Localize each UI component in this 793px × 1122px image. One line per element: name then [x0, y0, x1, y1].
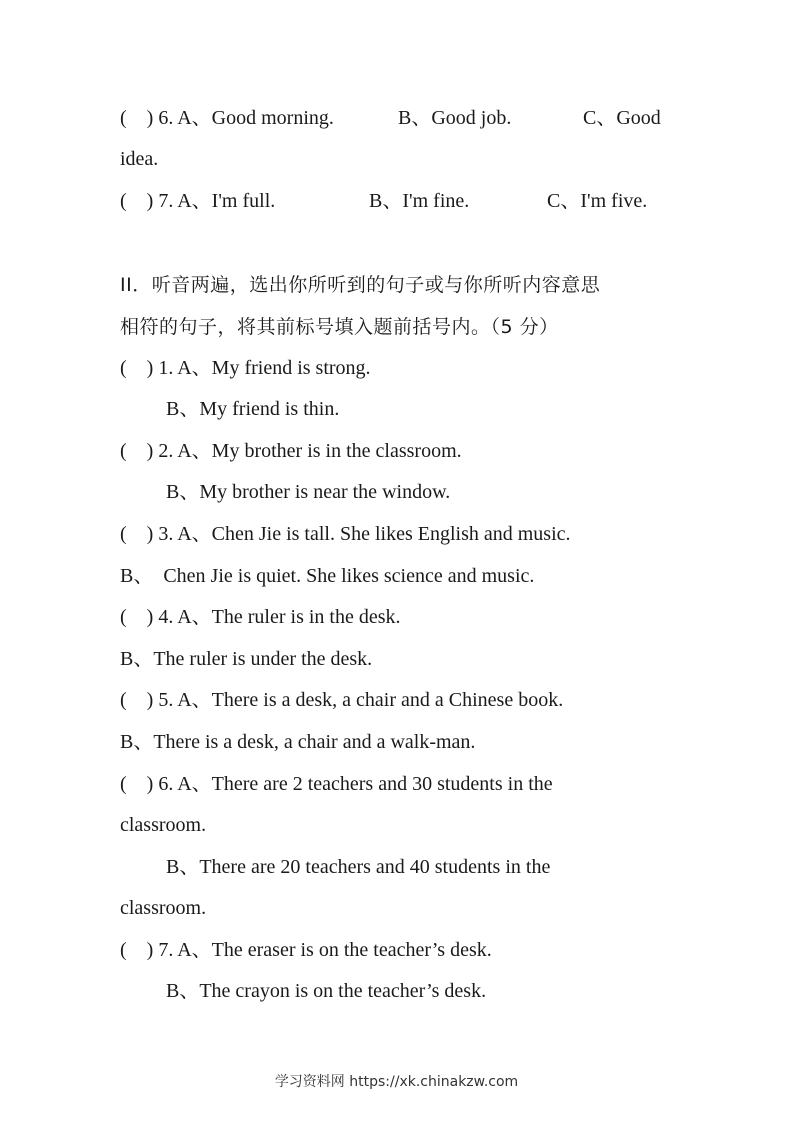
section-2-heading-line-2: 相符的句子，将其前标号填入题前括号内。（5 分） [120, 316, 559, 338]
item-3-option-a: ( ) 3. A、Chen Jie is tall. She likes English and music. [120, 523, 571, 545]
item-4-option-b: B、The ruler is under the desk. [120, 648, 373, 670]
question-6-option-b: B、Good job. [398, 107, 512, 129]
item-6-option-b: B、There are 20 teachers and 40 students in the [166, 856, 551, 878]
item-2-option-b: B、My brother is near the window. [166, 481, 451, 503]
question-6-option-c: C、Good [583, 107, 661, 129]
item-6-option-a-continuation: classroom. [120, 814, 207, 836]
item-5-option-b: B、There is a desk, a chair and a walk-man. [120, 731, 476, 753]
item-1-option-b: B、My friend is thin. [166, 398, 340, 420]
question-6-continuation: idea. [120, 148, 159, 170]
question-7-option-a: ( ) 7. A、I'm full. [120, 190, 276, 212]
item-2-option-a: ( ) 2. A、My brother is in the classroom. [120, 440, 462, 462]
item-1-option-a: ( ) 1. A、My friend is strong. [120, 357, 371, 379]
question-6-option-a: ( ) 6. A、Good morning. [120, 107, 334, 129]
question-7-option-b: B、I'm fine. [369, 190, 470, 212]
question-7-option-c: C、I'm five. [547, 190, 648, 212]
item-7-option-b: B、The crayon is on the teacher’s desk. [166, 980, 487, 1002]
item-7-option-a: ( ) 7. A、The eraser is on the teacher’s desk. [120, 939, 492, 961]
page-footer: 学习资料网 https://xk.chinakzw.com [274, 1074, 519, 1090]
item-6-option-b-continuation: classroom. [120, 897, 207, 919]
item-4-option-a: ( ) 4. A、The ruler is in the desk. [120, 606, 401, 628]
item-5-option-a: ( ) 5. A、There is a desk, a chair and a Chinese book. [120, 689, 564, 711]
section-2-heading-line-1: II．听音两遍，选出你所听到的句子或与你所听内容意思 [120, 274, 601, 296]
item-6-option-a: ( ) 6. A、There are 2 teachers and 30 students in the [120, 773, 553, 795]
item-3-option-b: B、 Chen Jie is quiet. She likes science and music. [120, 565, 535, 587]
